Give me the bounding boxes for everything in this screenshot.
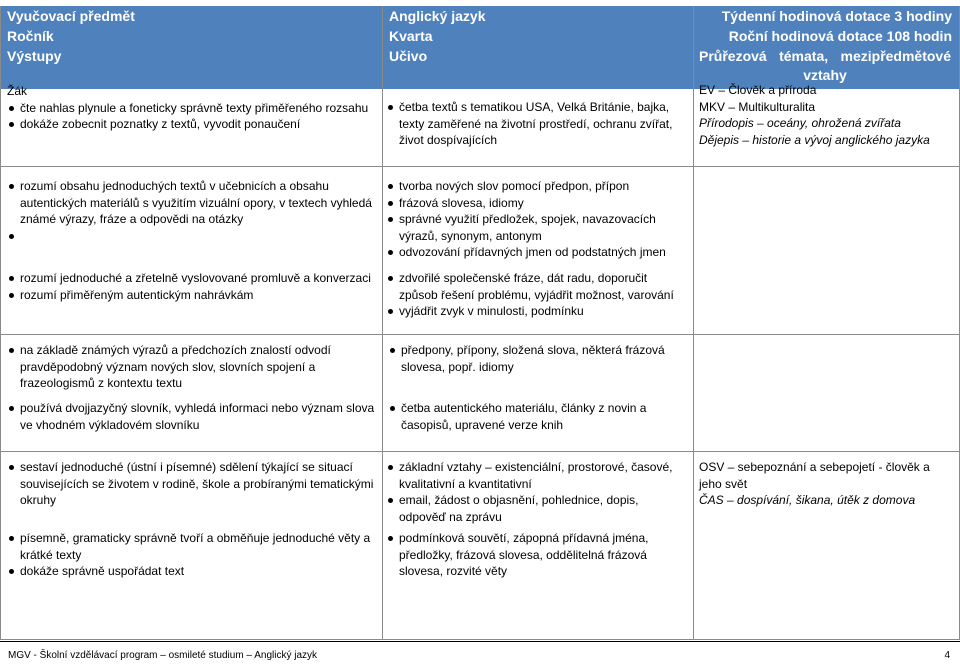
row4-outputs-a <box>7 459 377 509</box>
row3-outputs-b <box>7 400 377 433</box>
list-item: dokáže správně uspořádat text <box>7 563 377 580</box>
row3-content-b <box>388 400 678 433</box>
weekly-hours: Týdenní hodinová dotace 3 hodiny <box>721 8 952 24</box>
grid-line <box>0 6 1 639</box>
page-number: 4 <box>944 650 950 661</box>
theme-line: Přírodopis – oceány, ohrožená zvířata <box>699 116 901 130</box>
column-themes-heading: Průřezová témata, mezipředmětové <box>699 48 951 64</box>
list-item: dokáže zobecnit poznatky z textů, vyvodit ponaučení <box>7 116 377 133</box>
list-item: frázová slovesa, idiomy <box>386 195 676 212</box>
row4-themes <box>699 459 954 509</box>
grid-line <box>693 6 694 639</box>
row-divider <box>0 451 960 452</box>
list-item: vyjádřit zvyk v minulosti, podmínku <box>386 303 676 320</box>
list-item: rozumí jednoduché a zřetelně vyslovované promluvě a konverzaci <box>7 270 377 287</box>
list-item: používá dvojjazyčný slovník, vyhledá informaci nebo význam slova ve vhodném výkladovém slovníku <box>7 400 377 433</box>
list-item: základní vztahy – existenciální, prostorové, časové, kvalitativní a kvantitativní <box>386 459 676 492</box>
list-item: rozumí obsahu jednoduchých textů v učebnicích a obsahu autentických materiálů s využitím vizuální opory, v textech vyhledá známé výrazy, fráze a odpovědi na otázky <box>7 178 377 228</box>
column-content-heading: Učivo <box>389 48 428 64</box>
row3-content-a <box>388 342 678 375</box>
column-themes-heading-2: vztahy <box>803 67 847 83</box>
list-item: čte nahlas plynule a foneticky správně texty přiměřeného rozsahu <box>7 100 377 117</box>
row4-outputs-b <box>7 530 377 580</box>
row2-outputs-a <box>7 178 377 244</box>
list-item: rozumí přiměřeným autentickým nahrávkám <box>7 287 377 304</box>
annual-hours: Roční hodinová dotace 108 hodin <box>728 28 952 44</box>
grid-line <box>382 6 383 639</box>
row1-themes <box>699 82 954 148</box>
list-item: předpony, přípony, složená slova, některá frázová slovesa, popř. idiomy <box>388 342 678 375</box>
pupil-intro: Žák <box>7 84 28 98</box>
row4-content-b <box>386 530 676 580</box>
list-item: správné využití předložek, spojek, navazovacích výrazů, synonym, antonym <box>386 211 676 244</box>
row4-content-a <box>386 459 676 525</box>
row1-content <box>386 99 676 149</box>
theme-line: OSV – sebepoznání a sebepojetí - člověk a jeho svět <box>699 460 930 491</box>
row2-content-b <box>386 270 676 320</box>
row2-outputs-b <box>7 270 377 303</box>
subject-value: Anglický jazyk <box>389 8 486 24</box>
subject-label: Vyučovací předmět <box>7 8 135 24</box>
list-item <box>7 228 377 244</box>
page-footer <box>0 641 960 662</box>
theme-line: MKV – Multikulturalita <box>699 99 816 114</box>
row-divider <box>0 334 960 335</box>
list-item: email, žádost o objasnění, pohlednice, dopis, odpověď na zprávu <box>386 492 676 525</box>
list-item: na základě známých výrazů a předchozích znalostí odvodí pravděpodobný význam nových slov, slovních spojení a frazeologismů z kontextu textu <box>7 342 347 392</box>
grade-value: Kvarta <box>389 28 433 44</box>
theme-line: EV – Člověk a příroda <box>699 83 817 97</box>
grade-label: Ročník <box>7 28 54 44</box>
list-item: četba autentického materiálu, články z novin a časopisů, upravené verze knih <box>388 400 678 433</box>
list-item: písemně, gramaticky správně tvoří a obměňuje jednoduché věty a krátké texty <box>7 530 377 563</box>
footer-text: MGV - Školní vzdělávací program – osmileté studium – Anglický jazyk <box>8 650 318 661</box>
row1-outputs <box>7 83 377 133</box>
list-item: četba textů s tematikou USA, Velká Británie, bajka, texty zaměřené na životní prostředí, ochranu zvířat, život dospívajících <box>386 99 676 149</box>
row2-content-a <box>386 178 676 261</box>
list-item: sestaví jednoduché (ústní i písemné) sdělení týkající se situací souvisejících se životem v rodině, škole a probíranými tematickými okruhy <box>7 459 377 509</box>
list-item: odvozování přídavných jmen od podstatných jmen <box>386 244 676 261</box>
row-divider <box>0 639 960 640</box>
theme-line: Dějepis – historie a vývoj anglického jazyka <box>699 132 930 147</box>
row-divider <box>0 166 960 167</box>
theme-line: ČAS – dospívání, šikana, útěk z domova <box>699 493 916 507</box>
header-row-subject <box>0 6 960 27</box>
list-item: tvorba nových slov pomocí předpon, přípon <box>386 178 676 195</box>
row3-outputs-a <box>7 342 347 392</box>
header-row-grade <box>0 26 960 47</box>
column-outputs-heading: Výstupy <box>7 48 62 64</box>
list-item: zdvořilé společenské fráze, dát radu, doporučit způsob řešení problému, vyjádřit možnost, varování <box>386 270 676 303</box>
list-item: podmínková souvětí, zápорná přídavná jména, předložky, frázová slovesa, oddělitelná frázová slovesa, rozvité věty <box>386 530 676 580</box>
